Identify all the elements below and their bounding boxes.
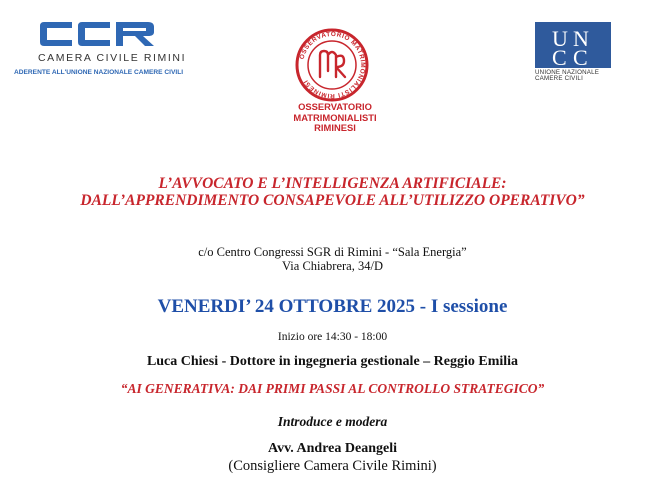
event-title-line2: DALL’APPRENDIMENTO CONSAPEVOLE ALL’UTILIZZO OPERATIVO” xyxy=(80,192,585,209)
ccr-wordmark-icon xyxy=(38,20,156,50)
uncc-letters-icon xyxy=(535,22,611,68)
event-title-line1: L’AVVOCATO E L’INTELLIGENZA ARTIFICIALE: xyxy=(158,175,507,192)
uncc-subtitle xyxy=(535,70,613,83)
svg-text:N: N xyxy=(573,26,589,51)
svg-text:C: C xyxy=(573,45,588,68)
moderator-name: Avv. Andrea Deangeli xyxy=(268,441,397,456)
intro-label: Introduce e modera xyxy=(277,414,388,429)
venue-line2: Via Chiabrera, 34/D xyxy=(282,259,383,273)
svg-text:U: U xyxy=(552,26,568,51)
ccr-affiliation: ADERENTE ALL'UNIONE NAZIONALE CAMERE CIVILI xyxy=(14,69,184,76)
session-time: Inizio ore 14:30 - 18:00 xyxy=(277,331,388,343)
uncc-emblem xyxy=(535,22,611,68)
ccr-logo xyxy=(38,20,156,55)
osservatorio-name xyxy=(250,102,420,134)
moderator-role: (Consigliere Camera Civile Rimini) xyxy=(228,458,437,474)
ccr-subtitle: CAMERA CIVILE RIMINI xyxy=(38,52,187,64)
uncc-subtitle-line1: UNIONE NAZIONALE xyxy=(535,69,600,76)
osservatorio-name-line3: RIMINESI xyxy=(314,122,356,133)
uncc-subtitle-line2: CAMERE CIVILI xyxy=(535,75,583,83)
uncc-logo xyxy=(535,22,613,83)
venue-line1: c/o Centro Congressi SGR di Rimini - “Sala Energia” xyxy=(198,245,467,259)
svg-text:C: C xyxy=(552,45,567,68)
osservatorio-seal xyxy=(287,27,377,108)
session-date: VENERDI’ 24 OTTOBRE 2025 - I sessione xyxy=(157,296,508,317)
svg-text:OSSERVATORIO MATRIMONIALISTI R: OSSERVATORIO MATRIMONIALISTI RIMINESI xyxy=(298,30,367,100)
osservatorio-name-line1: OSSERVATORIO xyxy=(298,101,372,112)
speaker: Luca Chiesi - Dottore in ingegneria gestionale – Reggio Emilia xyxy=(146,354,519,369)
seal-icon xyxy=(287,27,377,103)
osservatorio-name-line2: MATRIMONIALISTI xyxy=(293,111,377,123)
talk-title: “AI GENERATIVA: DAI PRIMI PASSI AL CONTROLLO STRATEGICO” xyxy=(120,381,545,396)
